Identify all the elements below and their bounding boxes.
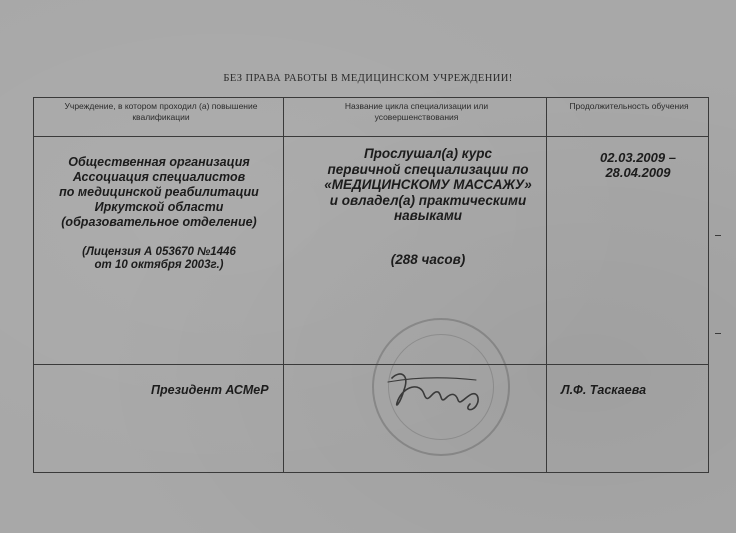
signature-divider — [34, 364, 708, 365]
handwritten-signature — [380, 360, 490, 430]
signature-name: Л.Ф. Таскаева — [561, 383, 647, 397]
institution-line: Ассоциация специалистов — [72, 170, 246, 184]
course-line: «МЕДИЦИНСКОМУ МАССАЖУ» — [324, 177, 532, 192]
course-line: навыками — [393, 208, 463, 223]
institution-line: (образовательное отделение) — [61, 215, 257, 229]
course-hours: (288 часов) — [390, 252, 466, 267]
course-line: и овладел(а) практическими — [329, 192, 527, 208]
header-divider — [34, 136, 708, 137]
column-header-institution: Учреждение, в котором проходил (а) повышение квалификации — [64, 101, 258, 122]
qualification-table — [33, 97, 709, 473]
institution-line: Иркутской области — [94, 200, 224, 214]
license-cell — [34, 246, 284, 272]
course-line: Прослушал(а) курс — [363, 146, 493, 161]
license-line: от 10 октября 2003г.) — [94, 259, 224, 271]
course-line: первичной специализации по — [327, 161, 529, 177]
signature-position: Президент АСМеР — [151, 383, 269, 397]
course-cell — [296, 146, 560, 224]
duration-end: 28.04.2009 — [605, 165, 671, 180]
column-header-duration: Продолжительность обучения — [569, 101, 689, 111]
margin-tick — [715, 235, 721, 236]
duration-cell — [582, 150, 694, 180]
license-line: (Лицензия А 053670 №1446 — [82, 246, 236, 258]
column-header-course: Название цикла специализации или усовершенствования — [344, 101, 489, 122]
institution-line: Общественная организация — [68, 155, 250, 169]
margin-tick — [715, 333, 721, 334]
institution-line: по медицинской реабилитации — [59, 185, 259, 199]
page-heading: БЕЗ ПРАВА РАБОТЫ В МЕДИЦИНСКОМ УЧРЕЖДЕНИИ! — [223, 73, 513, 84]
institution-cell — [34, 155, 284, 230]
duration-start: 02.03.2009 – — [600, 150, 676, 165]
